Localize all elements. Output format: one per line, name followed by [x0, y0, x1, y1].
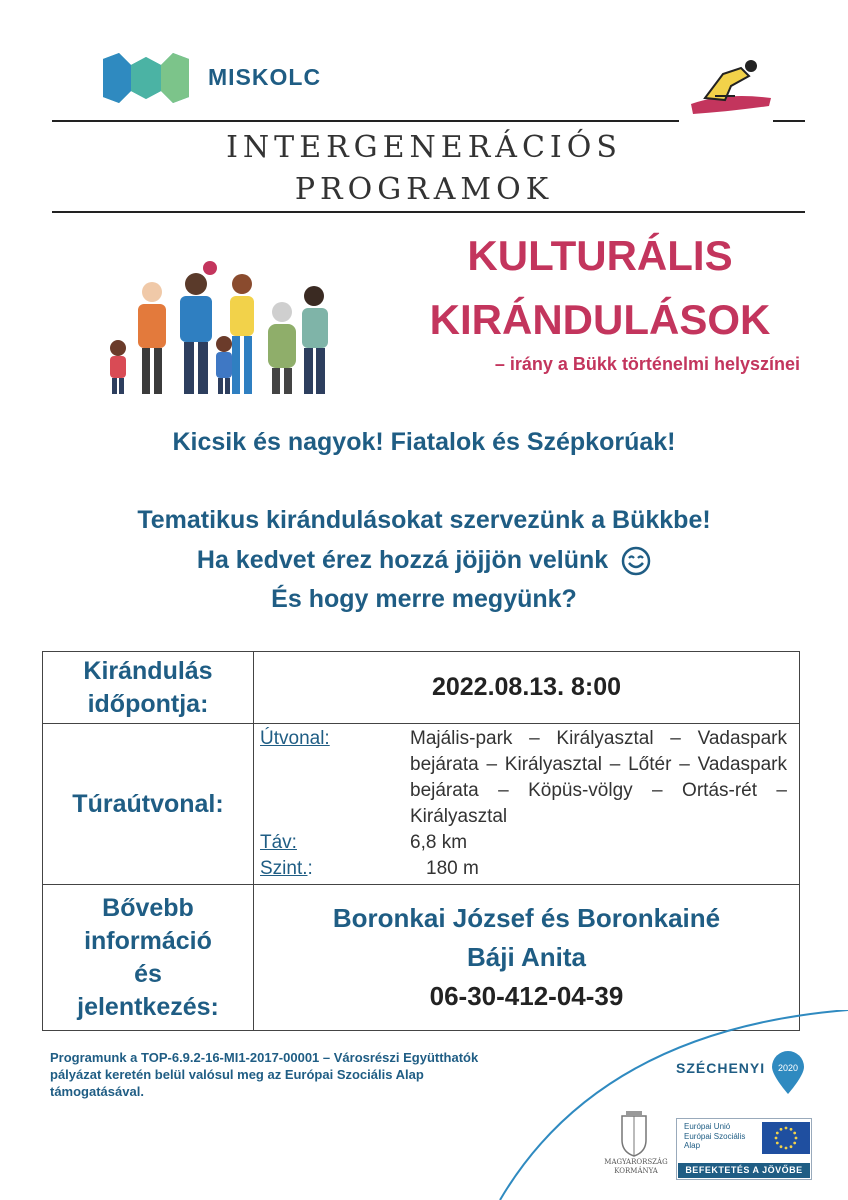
intro-line-4: És hogy merre megyünk?: [271, 585, 577, 613]
szechenyi-wordmark: SZÉCHENYI: [676, 1060, 766, 1076]
route-details: [254, 724, 800, 885]
funding-note: Programunk a TOP-6.9.2-16-MI1-2017-00001 – Városrészi Együtthatók pályázat keretén belül valósul meg az Európai Szociális Alap támogatásával.: [50, 1050, 479, 1099]
person-young-man: [302, 286, 328, 394]
header-rule-top-right: [773, 120, 805, 122]
contact-label: [43, 885, 254, 1031]
event-subtitle: – irány a Bükk történelmi helyszínei: [494, 354, 800, 374]
intro-line-1: Kicsik és nagyok! Fiatalok és Szépkorúak!: [172, 428, 676, 456]
date-label-line2: időpontja:: [87, 689, 209, 718]
smiley-icon: [621, 546, 651, 576]
contact-label-line2: információ: [84, 926, 212, 955]
contact-value: [254, 885, 800, 1031]
government-label-line1: MAGYARORSZÁG: [604, 1158, 668, 1166]
header-rule-bottom: [52, 211, 805, 213]
header-rule-top: [52, 120, 679, 122]
miskolc-logo-icon: [103, 53, 189, 103]
government-label: [596, 1158, 676, 1176]
date-label: [43, 652, 254, 724]
intro-line-3-text: Ha kedvet érez hozzá jöjjön velünk: [196, 546, 609, 574]
person-grandma: [268, 302, 296, 394]
route-key: Útvonal:: [260, 728, 330, 749]
table-row-contact: [43, 885, 800, 1031]
contact-label-line1: Bővebb: [102, 893, 194, 922]
distance-value: 6,8 km: [410, 832, 468, 853]
person-child-middle: [216, 336, 232, 394]
skier-logo-icon: [685, 56, 775, 120]
event-headline-line2: KIRÁNDULÁSOK: [429, 296, 771, 343]
event-headline: [370, 224, 830, 352]
route-value: Majális-park – Királyasztal – Vadaspark bejárata – Királyasztal – Lőtér – Vadaspark bejárata – Köpüs-völgy – Ortás-rét – Királyasztal: [410, 728, 787, 827]
eu-flag-icon: [762, 1122, 810, 1154]
table-row-route: [43, 724, 800, 885]
program-title-line2: PROGRAMOK: [294, 172, 554, 207]
elevation-value: 180 m: [426, 858, 479, 879]
route-label: Túraútvonal:: [43, 724, 254, 885]
date-label-line1: Kirándulás: [83, 656, 213, 685]
eu-label-line1: Európai Unió: [684, 1122, 731, 1131]
elevation-key-colon: :: [307, 858, 313, 879]
event-info-table: [42, 651, 800, 1031]
contact-name-line1: Boronkai József és Boronkainé: [332, 903, 721, 933]
contact-label-line3: és: [134, 959, 162, 988]
eu-slogan: BEFEKTETÉS A JÖVŐBE: [678, 1163, 810, 1178]
eu-label-line3: Alap: [684, 1141, 701, 1150]
person-child-left: [110, 340, 126, 394]
person-mother: [230, 274, 254, 394]
elevation-key: [260, 856, 410, 882]
szechenyi-year: 2020: [777, 1063, 799, 1073]
person-father: [180, 261, 217, 394]
distance-key: Táv:: [260, 832, 297, 853]
date-value: 2022.08.13. 8:00: [254, 652, 800, 724]
contact-name-line2: Báji Anita: [467, 942, 586, 972]
brand-name: MISKOLC: [208, 64, 322, 90]
program-title-line1: INTERGENERÁCIÓS: [226, 130, 622, 165]
intro-line-2: Tematikus kirándulásokat szervezünk a Bükkbe!: [137, 506, 711, 534]
route-grid: [254, 724, 799, 884]
contact-label-line4: jelentkezés:: [77, 992, 219, 1021]
contact-phone: 06-30-412-04-39: [429, 981, 624, 1011]
program-title: [0, 127, 848, 211]
eu-labels: [684, 1122, 745, 1151]
elevation-key-text: Szint.: [260, 858, 308, 879]
intro-line-3: [0, 546, 848, 576]
eu-label-line2: Európai Szociális: [684, 1131, 746, 1141]
event-headline-line1: KULTURÁLIS: [467, 232, 733, 279]
government-label-line2: KORMÁNYA: [614, 1167, 658, 1175]
szechenyi-pin-icon: [770, 1050, 806, 1094]
family-illustration: [100, 256, 348, 400]
table-row-date: [43, 652, 800, 724]
person-grandpa: [138, 282, 166, 394]
